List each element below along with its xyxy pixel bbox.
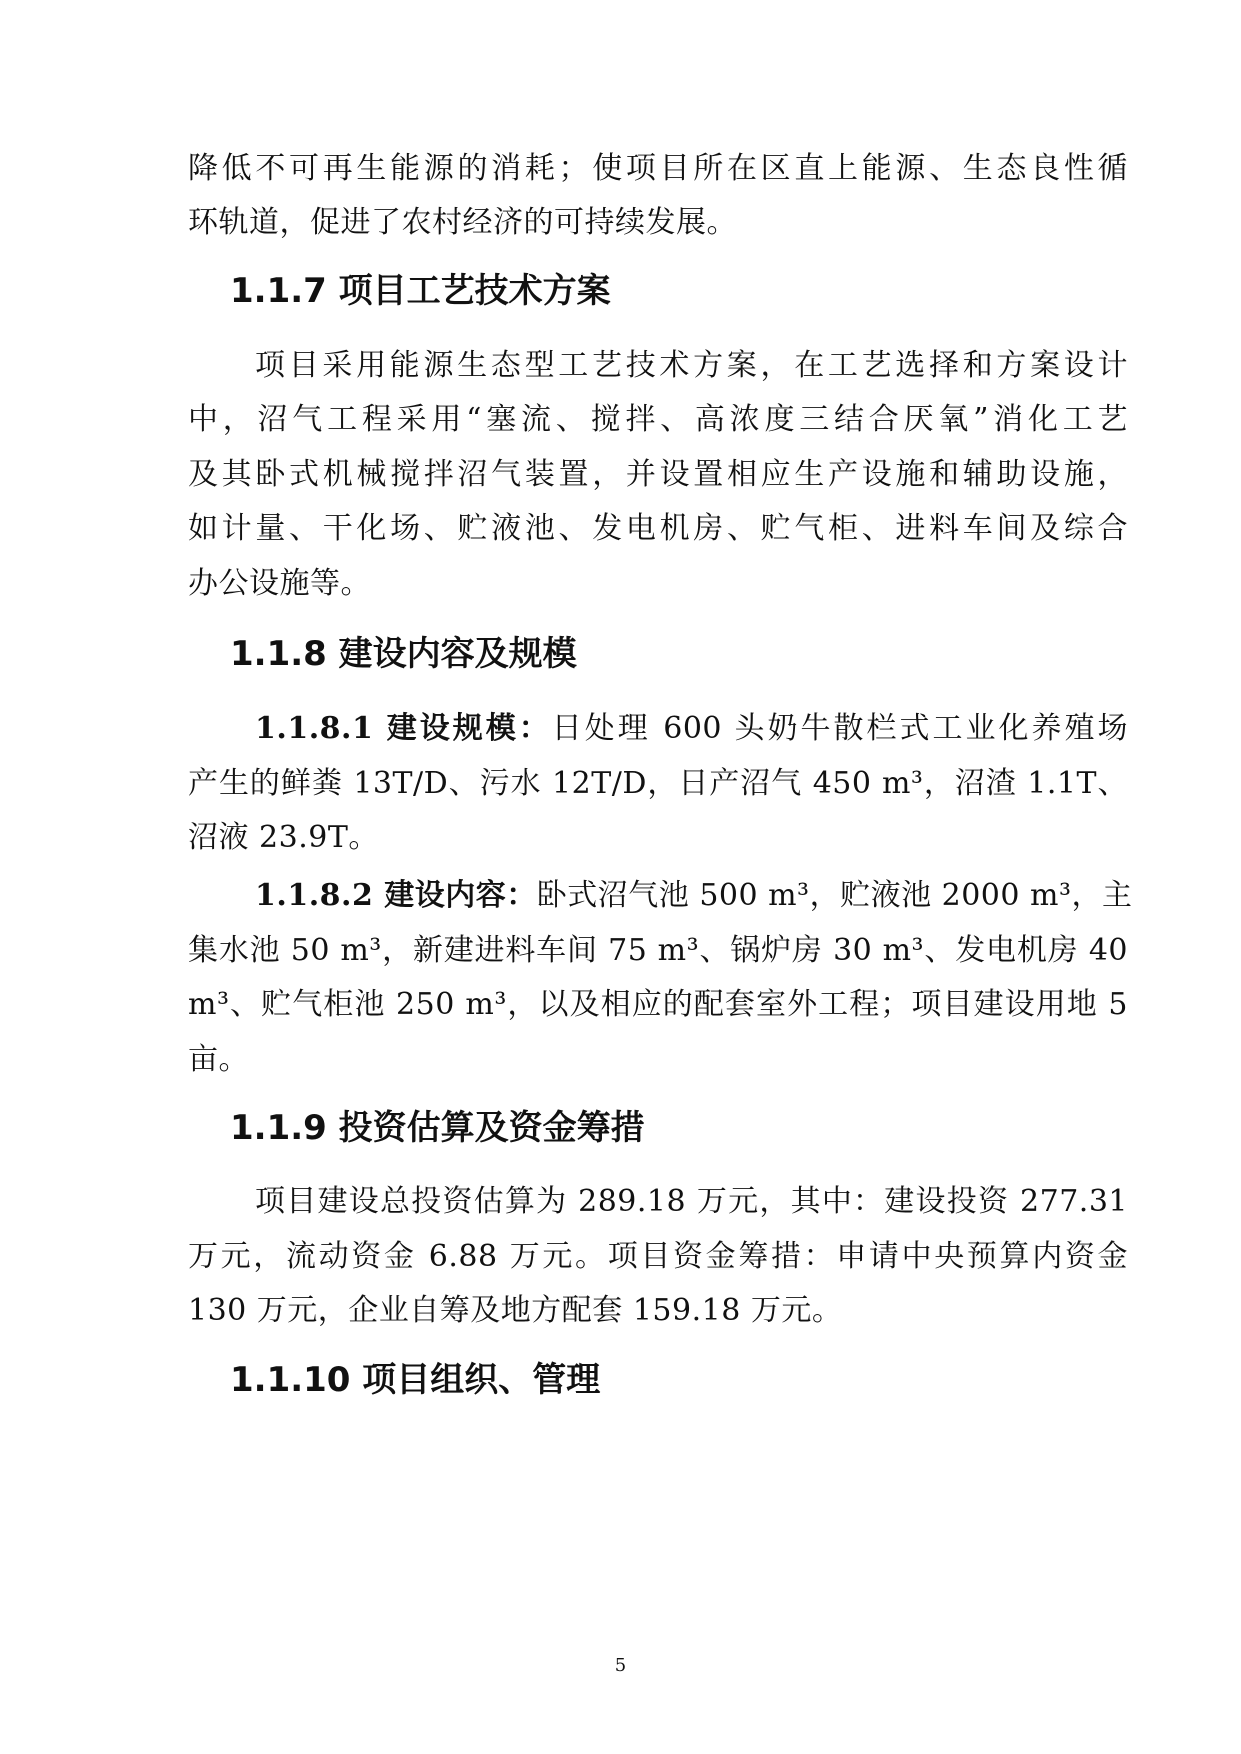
paragraph-line: 项目采用能源生态型工艺技术方案，在工艺选择和方案设计	[255, 348, 1128, 383]
paragraph-line: 产生的鲜粪 13T/D、污水 12T/D，日产沼气 450 m³，沼渣 1.1T、	[188, 766, 1128, 801]
section-heading-1-1-7: 1.1.7 项目工艺技术方案	[230, 271, 611, 311]
subsection-line	[255, 876, 1133, 916]
paragraph-line: 130 万元，企业自筹及地方配套 159.18 万元。	[188, 1293, 843, 1328]
paragraph-line: 集水池 50 m³，新建进料车间 75 m³、锅炉房 30 m³、发电机房 40	[188, 933, 1128, 968]
paragraph-line: 沼液 23.9T。	[188, 820, 379, 855]
section-heading-1-1-10: 1.1.10 项目组织、管理	[230, 1360, 601, 1400]
paragraph-line: 中，沼气工程采用“塞流、搅拌、高浓度三结合厌氧”消化工艺	[188, 402, 1128, 437]
intro-line-2: 环轨道，促进了农村经济的可持续发展。	[188, 205, 737, 240]
section-heading-1-1-9: 1.1.9 投资估算及资金筹措	[230, 1108, 645, 1148]
subsection-text: 卧式沼气池 500 m³，贮液池 2000 m³，主	[536, 878, 1133, 913]
paragraph-line: 项目建设总投资估算为 289.18 万元，其中：建设投资 277.31	[255, 1184, 1128, 1219]
subsection-line	[255, 709, 1128, 749]
subsection-text: 日处理 600 头奶牛散栏式工业化养殖场	[551, 711, 1128, 746]
paragraph-line: 万元，流动资金 6.88 万元。项目资金筹措：申请中央预算内资金	[188, 1239, 1128, 1274]
subsection-label-1-1-8-1: 1.1.8.1 建设规模：	[255, 711, 552, 746]
paragraph-line: 如计量、干化场、贮液池、发电机房、贮气柜、进料车间及综合	[188, 511, 1128, 546]
paragraph-line: 办公设施等。	[188, 566, 371, 601]
subsection-label-1-1-8-2: 1.1.8.2 建设内容：	[255, 878, 537, 913]
paragraph-line: 及其卧式机械搅拌沼气装置，并设置相应生产设施和辅助设施，	[188, 457, 1128, 492]
page-number: 5	[614, 1655, 627, 1676]
intro-line-1: 降低不可再生能源的消耗；使项目所在区直上能源、生态良性循	[188, 151, 1128, 186]
paragraph-line: m³、贮气柜池 250 m³，以及相应的配套室外工程；项目建设用地 5	[188, 987, 1128, 1022]
paragraph-line: 亩。	[188, 1042, 249, 1077]
section-heading-1-1-8: 1.1.8 建设内容及规模	[230, 634, 577, 674]
